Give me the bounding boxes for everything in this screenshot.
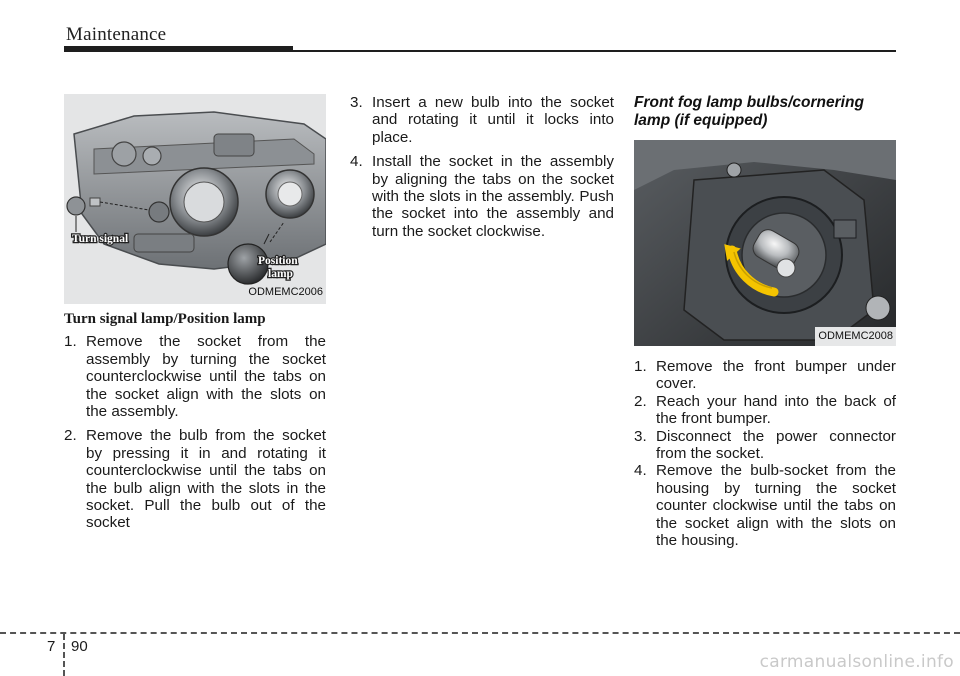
- step-number: 1.: [64, 333, 77, 351]
- chapter-number: 7: [47, 638, 56, 655]
- left-column: [64, 94, 326, 539]
- step-number: 3.: [350, 94, 363, 111]
- turn-signal-label: Turn signal: [72, 233, 129, 245]
- step-number: 3.: [634, 427, 647, 445]
- header-rule: [293, 50, 896, 52]
- figure-caption: Turn signal lamp/Position lamp: [64, 311, 266, 327]
- step-text: Remove the bulb from the socket by pressing it in and rotating it counterclockwise until the tabs on the bulb align with the slots in the socket. Pull the bulb out of the socket: [86, 427, 326, 532]
- footer-divider: [63, 634, 65, 676]
- page-number: 90: [71, 638, 88, 655]
- step-number: 4.: [350, 153, 363, 171]
- step-text: Remove the front bumper under cover.: [656, 358, 896, 393]
- section-title: Front fog lamp bulbs/cornering lamp (if equipped): [634, 94, 864, 129]
- footer-rule: [0, 632, 960, 634]
- step-number: 2.: [64, 427, 77, 445]
- headlamp-illustration: [64, 94, 326, 304]
- step-text: Remove the bulb-socket from the housing by turning the socket counter clockwise until the tabs on the socket align with the slots on the housing.: [656, 462, 896, 550]
- list-item: [634, 462, 896, 549]
- list-item: [634, 358, 896, 393]
- step-number: 2.: [634, 392, 647, 410]
- position-label-line1: Position: [258, 255, 298, 267]
- fog-lamp-figure: [634, 140, 896, 346]
- step-text: Install the socket in the assembly by aligning the tabs on the socket with the slots in the assembly. Push the socket into the assembly and turn the socket clockwise.: [372, 153, 614, 240]
- step-text: Reach your hand into the back of the front bumper.: [656, 392, 896, 428]
- header-title: Maintenance: [66, 24, 167, 45]
- list-item: [634, 393, 896, 428]
- list-item: [64, 427, 326, 531]
- left-steps: [64, 333, 326, 531]
- right-column: [634, 94, 896, 549]
- list-item: [634, 428, 896, 463]
- list-item: [64, 333, 326, 420]
- position-label-line2: lamp: [268, 268, 293, 280]
- middle-steps: [350, 94, 614, 240]
- middle-column: [350, 94, 614, 247]
- step-number: 4.: [634, 462, 647, 480]
- fog-lamp-illustration: [634, 140, 896, 346]
- figure-code: ODMEMC2008: [815, 327, 896, 346]
- list-item: [350, 153, 614, 240]
- step-number: 1.: [634, 358, 647, 375]
- header-bar: [64, 46, 293, 52]
- headlamp-figure: [64, 94, 326, 304]
- right-steps: [634, 358, 896, 549]
- step-text: Insert a new bulb into the socket and rotating it until it locks into place.: [372, 94, 614, 146]
- step-text: Remove the socket from the assembly by turning the socket counterclockwise until the tabs on the socket align with the slots on the assembly.: [86, 333, 326, 421]
- figure-code: ODMEMC2006: [248, 285, 323, 298]
- watermark: carmanualsonline.info: [759, 652, 954, 672]
- list-item: [350, 94, 614, 146]
- step-text: Disconnect the power connector from the socket.: [656, 427, 896, 463]
